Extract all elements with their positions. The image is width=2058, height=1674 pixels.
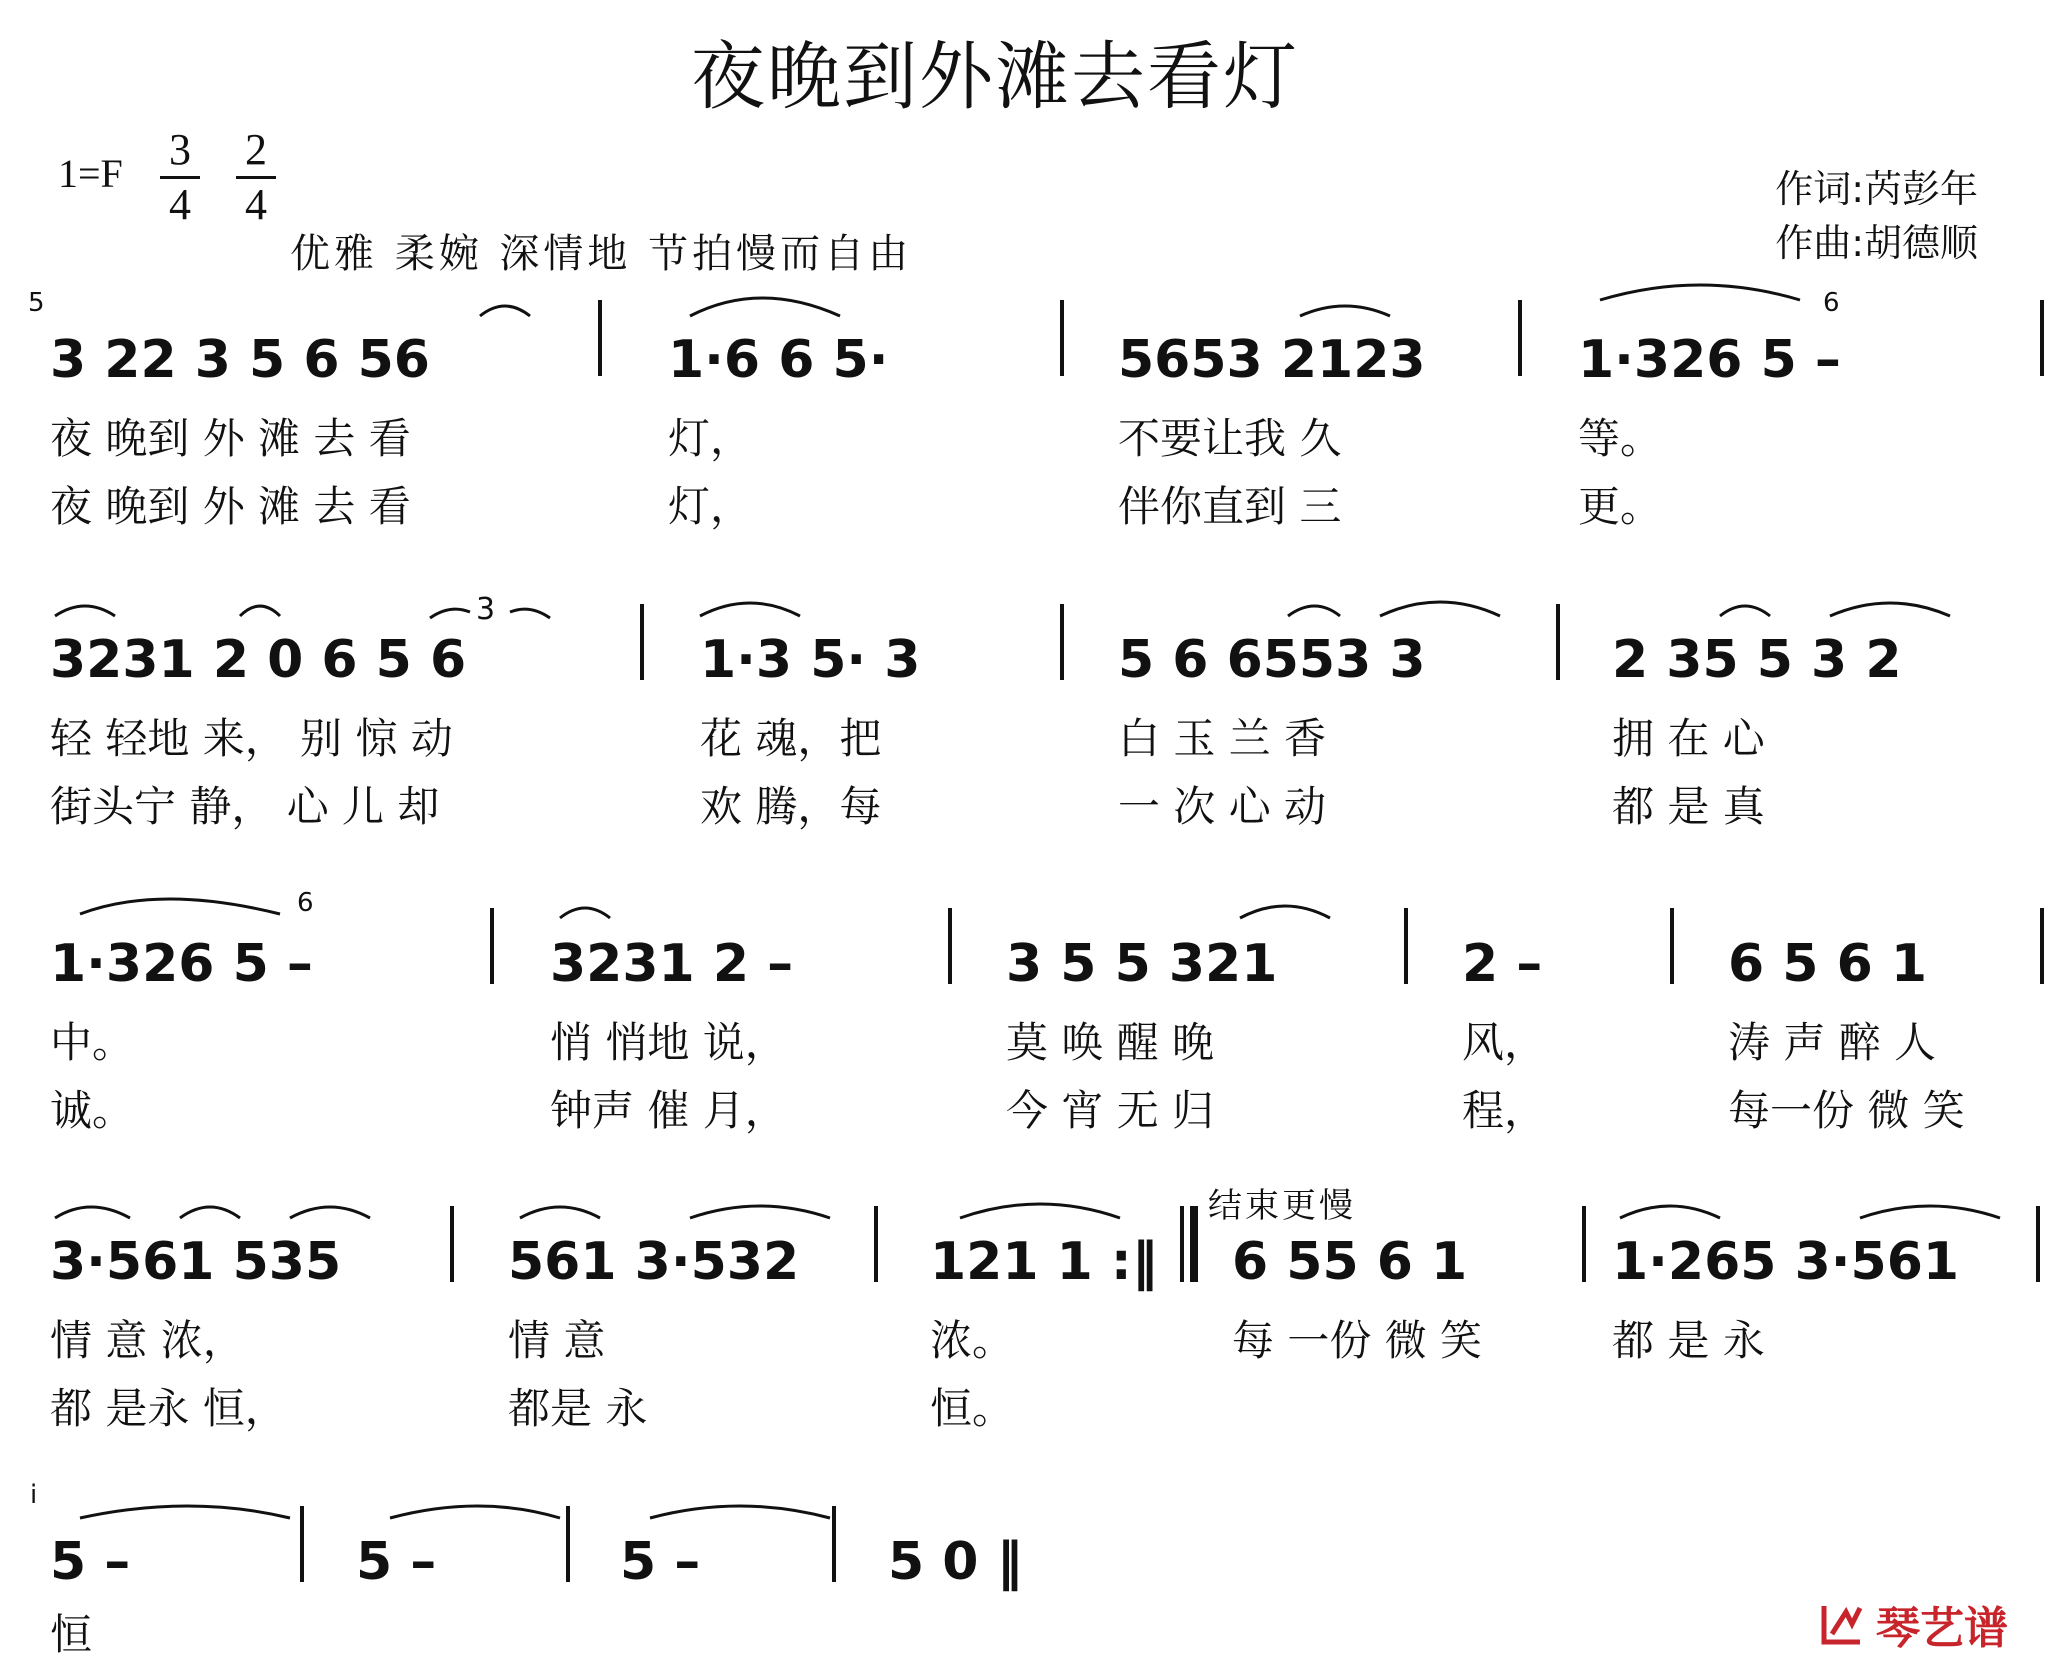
lyric-verse-2: 伴你直到 三	[1118, 482, 1342, 531]
tie	[80, 1506, 290, 1518]
lyric-verse-2: 每一份 微 笑	[1728, 1086, 1965, 1135]
slur	[480, 306, 530, 316]
measure-notes: 1·3 5· 3	[700, 630, 921, 690]
lyric-verse-2: 都 是 真	[1612, 782, 1765, 831]
measure-notes: 1·326 5 –	[1578, 330, 1841, 390]
watermark-text: 琴艺谱	[1876, 1603, 2008, 1654]
measure-notes: 6 5 6 1	[1728, 934, 1928, 994]
lyric-verse-2: 街头宁 静， 心 儿 却	[50, 782, 440, 831]
measure-notes: 1·265 3·561	[1612, 1232, 1960, 1292]
lyric-verse-2: 恒。	[930, 1384, 1015, 1433]
lyric-verse-2: 一 次 心 动	[1118, 782, 1327, 831]
lyric-verse-1: 都 是 永	[1612, 1316, 1765, 1365]
lyric-verse-2: 更。	[1578, 482, 1663, 531]
ending-tempo-marking: 结束更慢	[1208, 1186, 1356, 1226]
key-signature: 1=F	[58, 151, 123, 196]
measure-notes: 6 55 6 1	[1232, 1232, 1468, 1292]
measure-notes: 1·326 5 –	[50, 934, 313, 994]
lyric-verse-1: 浓。	[930, 1316, 1015, 1365]
lyric-verse-2: 程，	[1462, 1086, 1547, 1135]
qinyipu-logo-icon	[1816, 1598, 1868, 1650]
measure-notes: 1·6 6 5·	[668, 330, 889, 390]
slur	[1620, 1206, 1720, 1218]
lyric-verse-2: 夜 晚到 外 滩 去 看	[50, 482, 411, 531]
slur	[290, 1207, 370, 1218]
measure-notes: 5 –	[50, 1532, 131, 1592]
measure-notes: 561 3·532	[508, 1232, 800, 1292]
slur	[690, 1206, 830, 1218]
lyric-verse-1: 恒	[50, 1610, 93, 1659]
grace-note: i	[30, 1480, 41, 1510]
song-title: 夜晚到外滩去看灯	[691, 34, 1299, 120]
grace-note: 5	[28, 288, 48, 318]
slur	[1288, 606, 1340, 616]
lyric-verse-1: 灯，	[668, 414, 753, 463]
lyric-verse-1: 情 意	[508, 1316, 606, 1365]
measure-notes: 2 –	[1462, 934, 1543, 994]
slur	[690, 298, 840, 316]
watermark-logo	[1816, 1592, 2008, 1656]
slur	[80, 899, 280, 914]
lyric-verse-1: 白 玉 兰 香	[1118, 714, 1327, 763]
measure-notes: 5 –	[620, 1532, 701, 1592]
grace-note: 6	[1823, 288, 1843, 318]
triplet-bracket	[510, 609, 550, 618]
slur	[240, 606, 280, 616]
lyric-verse-1: 每 一份 微 笑	[1232, 1316, 1483, 1365]
slur	[1720, 606, 1770, 616]
measure-notes: 5 6 6553 3	[1118, 630, 1426, 690]
measure-notes: 3231 2 –	[550, 934, 794, 994]
measure-notes: 5 0 ‖	[888, 1532, 1023, 1592]
lyric-verse-1: 轻 轻地 来， 别 惊 动	[50, 714, 453, 763]
lyric-verse-2: 欢 腾，每	[700, 782, 882, 831]
measure-notes: 3·561 535	[50, 1232, 342, 1292]
lyric-verse-1: 情 意 浓，	[50, 1316, 245, 1365]
lyric-verse-2: 都 是永 恒，	[50, 1384, 287, 1433]
lyric-verse-2: 灯，	[668, 482, 753, 531]
time-signature-3-4: $\frac{3}{4}$	[160, 128, 200, 227]
slur	[1830, 603, 1950, 616]
lyric-verse-1: 花 魂，把	[700, 714, 882, 763]
lyric-verse-1: 莫 唤 醒 晚	[1006, 1018, 1215, 1067]
tie	[390, 1506, 560, 1518]
lyric-verse-1: 等。	[1578, 414, 1663, 463]
lyric-verse-1: 涛 声 醉 人	[1728, 1018, 1937, 1067]
slur	[960, 1204, 1120, 1218]
composer-credit: 作曲:胡德顺	[1775, 221, 1978, 265]
lyric-verse-1: 不要让我 久	[1118, 414, 1342, 463]
triplet-bracket	[430, 609, 470, 618]
lyric-verse-1: 风，	[1462, 1018, 1547, 1067]
measure-notes: 3 22 3 5 6 56	[50, 330, 430, 390]
lyricist-credit: 作词:芮彭年	[1775, 167, 1978, 211]
lyric-verse-2: 诚。	[50, 1086, 135, 1135]
grace-note: 6	[297, 888, 317, 918]
slur	[560, 908, 610, 918]
slur	[1300, 306, 1390, 316]
lyric-verse-2: 钟声 催 月，	[550, 1086, 787, 1135]
slur	[1380, 602, 1500, 616]
measure-notes: 3231 2 0 6 5 6	[50, 630, 467, 690]
measure-notes: 121 1 :‖	[930, 1232, 1158, 1292]
lyric-verse-2: 都是 永	[508, 1384, 648, 1433]
slur	[1860, 1206, 2000, 1218]
lyric-verse-1: 悄 悄地 说，	[550, 1018, 787, 1067]
lyric-verse-1: 夜 晚到 外 滩 去 看	[50, 414, 411, 463]
lyric-verse-1: 中。	[50, 1018, 135, 1067]
lyric-verse-1: 拥 在 心	[1612, 714, 1765, 763]
measure-notes: 2 35 5 3 2	[1612, 630, 1902, 690]
measure-notes: 3 5 5 321	[1006, 934, 1278, 994]
tempo-marking: 优雅 柔婉 深情地 节拍慢而自由	[290, 231, 913, 277]
measure-notes: 5 –	[356, 1532, 437, 1592]
slur	[700, 603, 800, 616]
time-signature-2-4: $\frac{2}{4}$	[236, 128, 276, 227]
slur	[1240, 906, 1330, 918]
triplet-mark: 3	[476, 592, 499, 627]
slur	[180, 1207, 240, 1218]
slur	[55, 606, 115, 616]
slur	[1600, 285, 1800, 300]
tie	[650, 1506, 830, 1518]
lyric-verse-2: 今 宵 无 归	[1006, 1086, 1215, 1135]
measure-notes: 5653 2123	[1118, 330, 1426, 390]
slur	[55, 1207, 130, 1218]
slur	[520, 1207, 600, 1218]
